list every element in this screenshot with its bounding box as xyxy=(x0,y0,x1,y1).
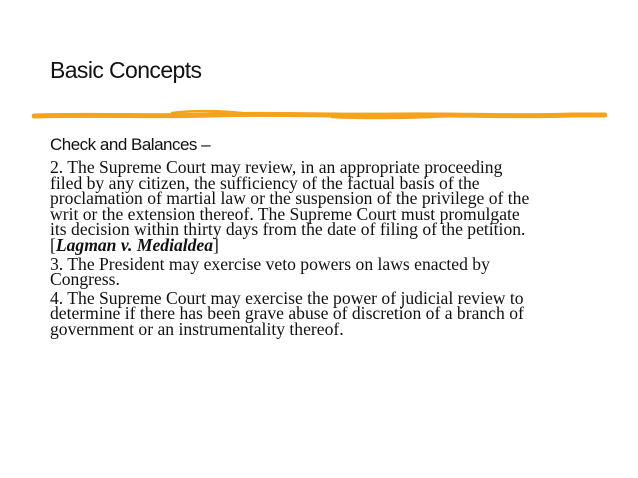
case-citation: Lagman v. Medialdea xyxy=(55,234,214,255)
slide-body xyxy=(50,133,530,338)
paragraph-2 xyxy=(50,157,530,255)
paragraph-3: 3. The President may exercise veto powers on laws enacted by Congress. xyxy=(50,253,490,290)
subheading: Check and Balances – xyxy=(50,135,211,154)
underline-stroke xyxy=(34,114,605,116)
title-underline xyxy=(32,107,607,121)
paragraph-2-text: 2. The Supreme Court may review, in an appropriate proceeding filed by any citizen, the sufficiency of the factual basis of the proclamation of martial law or the suspension of the privilege of the writ or the extension thereof. The Supreme Court must promulgate its decision within thirty days from the date of filing of the petition. [ xyxy=(50,157,530,255)
slide-title: Basic Concepts xyxy=(50,57,202,83)
paragraph-4: 4. The Supreme Court may exercise the power of judicial review to determine if there has been grave abuse of discretion of a branch of government or an instrumentality thereof. xyxy=(50,287,524,339)
paragraph-2-close: ] xyxy=(213,234,219,255)
